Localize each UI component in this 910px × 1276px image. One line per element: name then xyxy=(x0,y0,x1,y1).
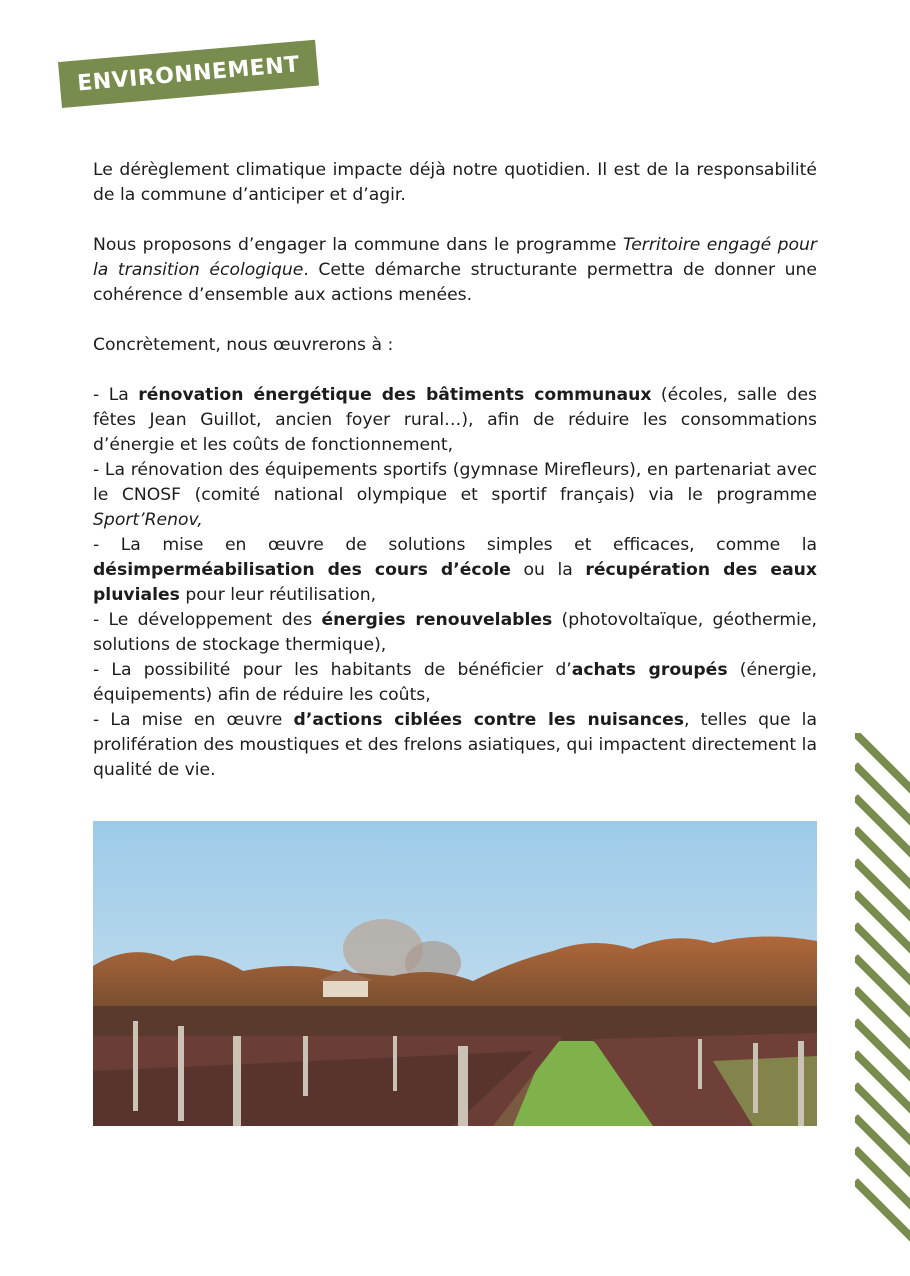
action-item: - La mise en œuvre de solutions simples et efficaces, comme la désimperméabilisation des cours d’école ou la récupération des eaux pluviales pour leur réutilisation, xyxy=(93,535,818,605)
program-name: Territoire engagé pour la transition écologique xyxy=(93,235,818,280)
action-item: - La rénovation énergétique des bâtiments communaux (écoles, salle des fêtes Jean Guillot, ancien foyer rural…), afin de réduire les consommations d’énergie et les coûts de fonctionnement, xyxy=(93,385,817,455)
intro-paragraph: Le dérèglement climatique impacte déjà notre quotidien. Il est de la responsabilité de la commune d’anticiper et d’agir. xyxy=(93,160,817,205)
article-body xyxy=(93,158,817,783)
program-paragraph: Nous proposons d’engager la commune dans le programme Territoire engagé pour la transition écologique. Cette démarche structurante permettra de donner une cohérence d’ensemble aux actions menées. xyxy=(93,235,818,305)
actions-intro: Concrètement, nous œuvrerons à : xyxy=(93,335,394,355)
section-title: ENVIRONNEMENT xyxy=(76,51,301,97)
action-item: - Le développement des énergies renouvelables (photovoltaïque, géothermie, solutions de stockage thermique), xyxy=(93,610,817,655)
diagonal-stripes-icon xyxy=(855,733,910,1245)
vineyard-photo xyxy=(93,821,817,1126)
section-banner xyxy=(58,40,319,108)
action-item: - La mise en œuvre d’actions ciblées contre les nuisances, telles que la prolifération des moustiques et des frelons asiatiques, qui impactent directement la qualité de vie. xyxy=(93,710,817,780)
action-item: - La possibilité pour les habitants de bénéficier d’achats groupés (énergie, équipements) afin de réduire les coûts, xyxy=(93,660,817,705)
action-item: - La rénovation des équipements sportifs (gymnase Mirefleurs), en partenariat avec le CNOSF (comité national olympique et sportif français) via le programme Sport’Renov, xyxy=(93,460,817,530)
